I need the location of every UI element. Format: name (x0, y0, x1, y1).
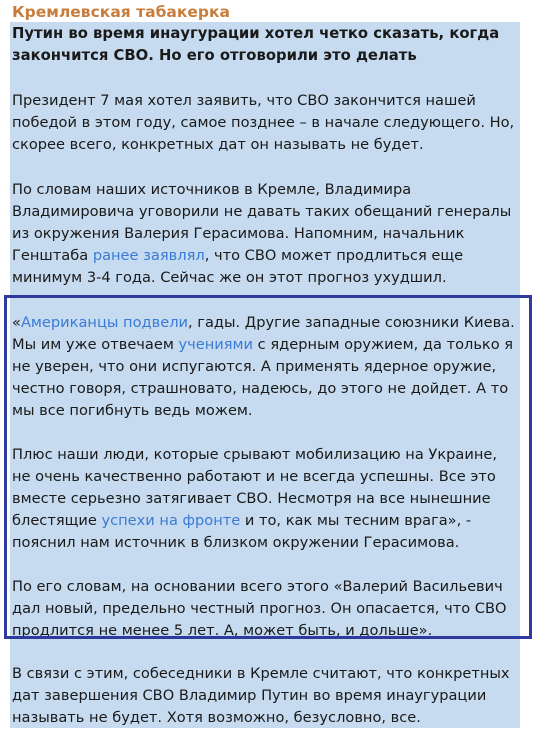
channel-name[interactable]: Кремлевская табакерка (12, 3, 230, 21)
paragraph-end-line-2: дат завершения СВО Владимир Путин во время инаугурации (12, 687, 487, 704)
link-ucheniyami[interactable]: учениями (178, 336, 254, 353)
quote-2-line-2: не очень качественно работают и не всегда успешны. Все это (12, 468, 496, 485)
quote-3-line-1: По его словам, на основании всего этого «Валерий Васильевич (12, 578, 503, 595)
paragraph-1-line-1: Президент 7 мая хотел заявить, что СВО закончится нашей (12, 92, 476, 109)
post-title-line-2: закончится СВО. Но его отговорили это делать (12, 47, 417, 64)
quote-2-line-5: пояснил нам источник в близком окружении Герасимова. (12, 534, 460, 551)
quote-3-line-3: продлится не менее 5 лет. А, может быть, и дольше». (12, 622, 433, 639)
paragraph-1-line-2: победой в этом году, самое позднее – в начале следующего. Но, (12, 114, 515, 131)
paragraph-end-line-3: называть не будет. Хотя возможно, безусловно, все. (12, 709, 421, 726)
paragraph-2-line-1: По словам наших источников в Кремле, Владимира (12, 181, 412, 198)
quote-1-line-5: мы все погибнуть ведь можем. (12, 402, 253, 419)
text-span: , что СВО может продлиться еще (204, 247, 464, 264)
text-span: , гады. Другие западные союзники Киева. (188, 314, 515, 331)
text-span: блестящие (12, 512, 102, 529)
paragraph-1-line-3: скорее всего, конкретных дат он называть не будет. (12, 136, 424, 153)
paragraph-2-line-3: из окружения Валерия Герасимова. Напомним, начальник (12, 225, 465, 242)
link-uspekhi-na-fronte[interactable]: успехи на фронте (101, 512, 241, 529)
quote-2-line-3: вместе серьезно затягивает СВО. Несмотря на все нынешние (12, 490, 491, 507)
text-span: Мы им уже отвечаем (12, 336, 179, 353)
link-ranee-zayavlyal[interactable]: ранее заявлял (92, 247, 205, 264)
paragraph-2-line-5: минимум 3-4 года. Сейчас же он этот прогноз ухудшил. (12, 269, 447, 286)
text-span: и то, как мы тесним врага», - (240, 512, 472, 529)
text-span: Генштаба (12, 247, 93, 264)
link-amerikantsy-podveli[interactable]: Американцы подвели (20, 314, 189, 331)
quote-frame (4, 295, 532, 639)
quote-3-line-2: дал новый, предельно честный прогноз. Он опасается, что СВО (12, 600, 507, 617)
quote-1-line-3: не уверен, что они испугаются. А применять ядерное оружие, (12, 358, 497, 375)
paragraph-2-line-2: Владимировича уговорили не давать таких обещаний генералы (12, 203, 512, 220)
paragraph-end-line-1: В связи с этим, собеседники в Кремле считают, что конкретных (12, 665, 510, 682)
post-title-line-1: Путин во время инаугурации хотел четко сказать, когда (12, 25, 500, 42)
text-span: « (12, 314, 21, 331)
text-span: с ядерным оружием, да только я (253, 336, 514, 353)
paragraph-2-line-4 (12, 245, 463, 267)
quote-2-line-1: Плюс наши люди, которые срывают мобилизацию на Украине, (12, 446, 497, 463)
quote-1-line-4: честно говоря, страшновато, надеюсь, до этого не дойдет. А то (12, 380, 509, 397)
